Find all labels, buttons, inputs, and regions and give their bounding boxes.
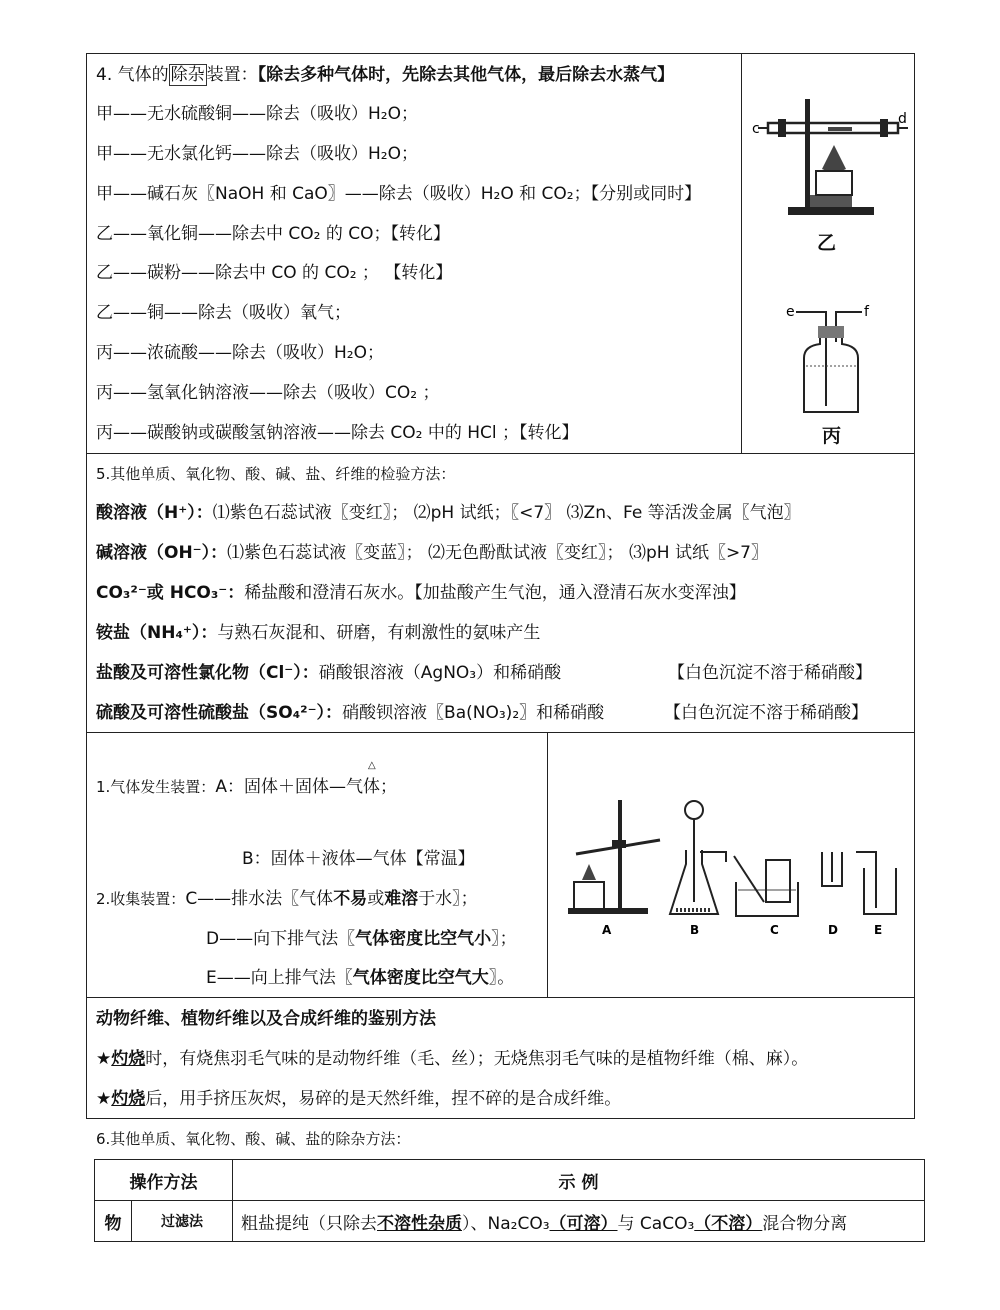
heat-mark: △ (368, 760, 376, 771)
fiber-line-1: ★灼烧时，有烧焦羽毛气味的是动物纤维（毛、丝）；无烧焦羽毛气味的是植物纤维（棉、麻）。 (96, 1049, 809, 1069)
collection-line-d: D——向下排气法〖气体密度比空气小〗； (206, 929, 517, 949)
generator-line-b: B：固体＋液体—气体【常温】 (242, 849, 475, 869)
header-operation: 操作方法 (95, 1160, 233, 1201)
section4-row: 甲——无水硫酸铜——除去（吸收）H₂O； (96, 104, 418, 124)
port-c-label: c (752, 121, 760, 137)
apparatus-a-to-e-figure (560, 790, 905, 940)
label-c: C (770, 923, 779, 937)
apparatus-yi-figure (748, 95, 912, 225)
section4-row: 甲——碱石灰〖NaOH 和 CaO〗——除去（吸收）H₂O 和 CO₂；【分别或同时】 (96, 184, 702, 204)
row-method: 过滤法 (132, 1201, 233, 1242)
chloride-test-row: 盐酸及可溶性氯化物（Cl⁻）：硝酸银溶液（AgNO₃）和稀硝酸 (96, 663, 562, 683)
port-d-label: d (898, 111, 907, 127)
generator-line-a: 1.气体发生装置：A：固体＋固体—气体； (96, 777, 397, 797)
table-row (95, 1201, 925, 1242)
section4-title: 4. 气体的 除杂 装置：【除去多种气体时，先除去其他气体，最后除去水蒸气】 (96, 65, 675, 85)
label-e: E (874, 923, 883, 937)
section4-row: 乙——氧化铜——除去中 CO₂ 的 CO；【转化】 (96, 224, 451, 244)
label-a: A (602, 923, 612, 937)
fiber-title: 动物纤维、植物纤维以及合成纤维的鉴别方法 (96, 1009, 436, 1029)
table-header-row (95, 1160, 925, 1201)
apparatus-yi-caption: 乙 (817, 232, 837, 254)
section4-rule: 【除去多种气体时，先除去其他气体，最后除去水蒸气】 (257, 65, 675, 85)
chloride-test-result: 【白色沉淀不溶于稀硝酸】 (668, 663, 872, 683)
row-example: 粗盐提纯（只除去不溶性杂质）、Na₂CO₃（可溶）与 CaCO₃（不溶）混合物分离 (233, 1201, 925, 1242)
header-example: 示 例 (233, 1160, 925, 1201)
port-f-label: f (864, 304, 869, 320)
section4-row: 丙——氢氧化钠溶液——除去（吸收）CO₂ ； (96, 383, 440, 403)
impurity-removal-boxed: 除杂 (170, 65, 205, 85)
row-category: 物 (95, 1201, 132, 1242)
section6-title: 6.其他单质、氧化物、酸、碱、盐的除杂方法： (96, 1130, 411, 1148)
section4-row: 乙——碳粉——除去中 CO 的 CO₂ ； 【转化】 (96, 263, 453, 283)
section4-row: 丙——碳酸钠或碳酸氢钠溶液——除去 CO₂ 中的 HCl ；【转化】 (96, 423, 579, 443)
fiber-line-2: ★灼烧后，用手挤压灰烬，易碎的是天然纤维，捏不碎的是合成纤维。 (96, 1089, 622, 1109)
acid-test-row: 酸溶液（H⁺）：⑴紫色石蕊试液〖变红〗； ⑵pH 试纸；〖<7〗 ⑶Zn、Fe 等活泼金属〖气泡〗 (96, 503, 801, 523)
port-e-label: e (786, 304, 795, 320)
sulfate-test-result: 【白色沉淀不溶于稀硝酸】 (664, 703, 868, 723)
label-d: D (828, 923, 838, 937)
carbonate-test-row: CO₃²⁻或 HCO₃⁻：稀盐酸和澄清石灰水。【加盐酸产生气泡，通入澄清石灰水变浑浊】 (96, 583, 746, 603)
apparatus-bing-caption: 丙 (822, 425, 842, 447)
collection-line-e: E——向上排气法〖气体密度比空气大〗。 (206, 968, 515, 988)
label-b: B (690, 923, 700, 937)
section4-row: 乙——铜——除去（吸收）氧气； (96, 303, 351, 323)
section4-row: 甲——无水氯化钙——除去（吸收）H₂O； (96, 144, 418, 164)
apparatus-bing-figure (780, 300, 880, 418)
collection-line-c: 2.收集装置：C——排水法〖气体不易或难溶于水〗； (96, 889, 478, 909)
sulfate-test-row: 硫酸及可溶性硫酸盐（SO₄²⁻）：硝酸钡溶液〖Ba(NO₃)₂〗和稀硝酸 (96, 703, 605, 723)
base-test-row: 碱溶液（OH⁻）：⑴紫色石蕊试液〖变蓝〗； ⑵无色酚酞试液〖变红〗； ⑶pH 试纸〖>7〗 (96, 543, 769, 563)
ammonium-test-row: 铵盐（NH₄⁺）：与熟石灰混和、研磨，有刺激性的氨味产生 (96, 623, 541, 643)
section5-title: 5.其他单质、氧化物、酸、碱、盐、纤维的检验方法： (96, 465, 456, 483)
section6-table (94, 1159, 925, 1242)
section4-row: 丙——浓硫酸——除去（吸收）H₂O； (96, 343, 384, 363)
